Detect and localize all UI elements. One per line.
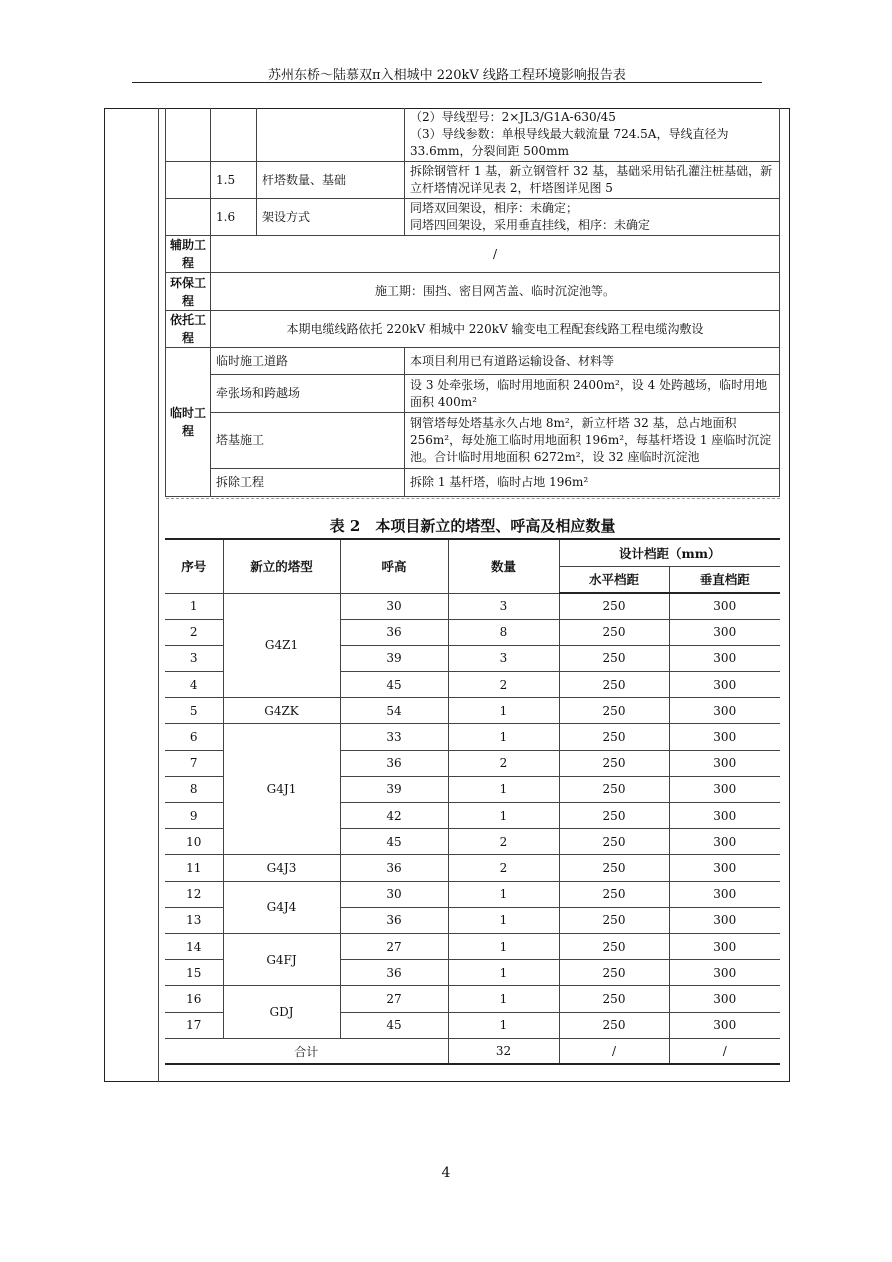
height-cell: 45: [340, 1012, 448, 1038]
seq-cell: 9: [165, 803, 223, 829]
v-span-cell: 300: [669, 803, 780, 829]
item-cell: 架设方式: [257, 199, 405, 236]
header-v-span: 垂直档距: [669, 566, 780, 593]
table-row: [165, 593, 780, 619]
count-cell: 1: [448, 960, 559, 986]
height-cell: 39: [340, 645, 448, 671]
h-span-cell: 250: [559, 645, 669, 671]
wire-type-line: （2）导线型号：2×JL3/G1A-630/45: [410, 110, 616, 124]
count-cell: 1: [448, 881, 559, 907]
erect-line-2: 同塔四回架设，采用垂直挂线，相序：未确定: [410, 218, 651, 232]
table2-title: 表 2 本项目新立的塔型、呼高及相应数量: [329, 517, 616, 535]
category-label: 辅助工程: [166, 236, 211, 273]
v-span-cell: 300: [669, 960, 780, 986]
count-cell: 1: [448, 776, 559, 802]
v-span-cell: 300: [669, 881, 780, 907]
seq-cell: 5: [165, 698, 223, 724]
table-row: [166, 413, 780, 469]
height-cell: 27: [340, 933, 448, 959]
category-cell: [166, 162, 211, 199]
count-cell: 1: [448, 724, 559, 750]
item-cell: 临时施工道路: [211, 348, 405, 375]
h-span-cell: 250: [559, 829, 669, 855]
height-cell: 45: [340, 829, 448, 855]
num-cell: 1.6: [211, 199, 257, 236]
tower-type-cell: G4Z1: [223, 593, 340, 698]
v-span-cell: 300: [669, 829, 780, 855]
total-v-span: /: [669, 1038, 780, 1064]
v-span-cell: 300: [669, 986, 780, 1012]
h-span-cell: 250: [559, 750, 669, 776]
v-span-cell: 300: [669, 645, 780, 671]
v-span-cell: 300: [669, 672, 780, 698]
v-span-cell: 300: [669, 855, 780, 881]
tower-type-cell: GDJ: [223, 986, 340, 1038]
page-header: 苏州东桥～陆慕双π入相城中 220kV 线路工程环境影响报告表: [268, 68, 626, 83]
h-span-cell: 250: [559, 907, 669, 933]
num-cell: 1.5: [211, 162, 257, 199]
seq-cell: 2: [165, 619, 223, 645]
h-span-cell: 250: [559, 724, 669, 750]
wire-param-line: （3）导线参数：单根导线最大载流量 724.5A，导线直径为 33.6mm，分裂间距 500mm: [410, 127, 729, 158]
table-row: [165, 881, 780, 907]
v-span-cell: 300: [669, 1012, 780, 1038]
height-cell: 36: [340, 750, 448, 776]
table-row: [165, 933, 780, 959]
table-row: [166, 108, 780, 162]
v-span-cell: 300: [669, 593, 780, 619]
table-row: [166, 199, 780, 236]
h-span-cell: 250: [559, 619, 669, 645]
num-cell: [211, 108, 257, 162]
seq-cell: 10: [165, 829, 223, 855]
count-cell: 2: [448, 672, 559, 698]
item-cell: [257, 108, 405, 162]
tower-type-cell: G4ZK: [223, 698, 340, 724]
seq-cell: 8: [165, 776, 223, 802]
table-row: [166, 273, 780, 311]
h-span-cell: 250: [559, 593, 669, 619]
content-cell: 钢管塔每处塔基永久占地 8m²，新立杆塔 32 基，总占地面积 256m²，每处施工临时用地面积 196m²，每基杆塔设 1 座临时沉淀池。合计临时用地面积 6272m²，设 32 座临时沉淀池: [405, 413, 780, 469]
v-span-cell: 300: [669, 724, 780, 750]
v-span-cell: 300: [669, 933, 780, 959]
height-cell: 36: [340, 907, 448, 933]
seq-cell: 17: [165, 1012, 223, 1038]
content-cell: 拆除 1 基杆塔，临时占地 196m²: [405, 469, 780, 497]
seq-cell: 1: [165, 593, 223, 619]
content-cell: /: [211, 236, 780, 273]
count-cell: 8: [448, 619, 559, 645]
count-cell: 3: [448, 645, 559, 671]
tower-type-cell: G4FJ: [223, 933, 340, 985]
tower-type-table: [165, 538, 780, 1065]
tower-type-cell: G4J1: [223, 724, 340, 855]
table-row: [166, 311, 780, 348]
seq-cell: 6: [165, 724, 223, 750]
count-cell: 1: [448, 986, 559, 1012]
frame-left-line: [158, 108, 159, 1082]
count-cell: 3: [448, 593, 559, 619]
table2-body: [165, 593, 780, 1038]
content-cell: 拆除钢管杆 1 基，新立钢管杆 32 基，基础采用钻孔灌注桩基础，新立杆塔情况详见表 2，杆塔图详见图 5: [405, 162, 780, 199]
table-row: [166, 469, 780, 497]
item-cell: 杆塔数量、基础: [257, 162, 405, 199]
category-cell: [166, 199, 211, 236]
item-cell: 牵张场和跨越场: [211, 375, 405, 413]
content-cell: 本期电缆线路依托 220kV 相城中 220kV 输变电工程配套线路工程电缆沟敷设: [211, 311, 780, 348]
count-cell: 1: [448, 698, 559, 724]
count-cell: 1: [448, 1012, 559, 1038]
seq-cell: 14: [165, 933, 223, 959]
height-cell: 42: [340, 803, 448, 829]
seq-cell: 16: [165, 986, 223, 1012]
table-header-row: [165, 539, 780, 566]
tower-type-cell: G4J4: [223, 881, 340, 933]
header-span: 设计档距（mm）: [559, 539, 780, 566]
content-cell: 设 3 处牵张场，临时用地面积 2400m²，设 4 处跨越场，临时用地面积 400m²: [405, 375, 780, 413]
table-row: [166, 375, 780, 413]
total-row: [165, 1038, 780, 1064]
height-cell: 36: [340, 960, 448, 986]
item-cell: 塔基施工: [211, 413, 405, 469]
total-count: 32: [448, 1038, 559, 1064]
count-cell: 1: [448, 907, 559, 933]
seq-cell: 13: [165, 907, 223, 933]
project-composition-table: [165, 108, 780, 497]
height-cell: 30: [340, 881, 448, 907]
total-h-span: /: [559, 1038, 669, 1064]
total-label: 合计: [165, 1038, 448, 1064]
v-span-cell: 300: [669, 698, 780, 724]
category-label: 环保工程: [166, 273, 211, 311]
height-cell: 30: [340, 593, 448, 619]
height-cell: 36: [340, 855, 448, 881]
seq-cell: 3: [165, 645, 223, 671]
height-cell: 39: [340, 776, 448, 802]
v-span-cell: 300: [669, 907, 780, 933]
v-span-cell: 300: [669, 776, 780, 802]
v-span-cell: 300: [669, 619, 780, 645]
header-seq: 序号: [165, 539, 223, 593]
content-cell: 施工期：围挡、密目网苫盖、临时沉淀池等。: [211, 273, 780, 311]
count-cell: 1: [448, 803, 559, 829]
header-rule: [132, 82, 762, 83]
header-h-span: 水平档距: [559, 566, 669, 593]
height-cell: 36: [340, 619, 448, 645]
h-span-cell: 250: [559, 960, 669, 986]
content-cell: [405, 199, 780, 236]
count-cell: 1: [448, 933, 559, 959]
wire-content-cell: [405, 108, 780, 162]
header-height: 呼高: [340, 539, 448, 593]
category-cell: [166, 108, 211, 162]
table-row: [166, 348, 780, 375]
h-span-cell: 250: [559, 855, 669, 881]
header-count: 数量: [448, 539, 559, 593]
count-cell: 2: [448, 829, 559, 855]
count-cell: 2: [448, 750, 559, 776]
category-label: 依托工程: [166, 311, 211, 348]
seq-cell: 7: [165, 750, 223, 776]
table-row: [166, 236, 780, 273]
table-row: [166, 162, 780, 199]
header-type: 新立的塔型: [223, 539, 340, 593]
height-cell: 33: [340, 724, 448, 750]
page-number: 4: [441, 1165, 451, 1181]
h-span-cell: 250: [559, 803, 669, 829]
erect-line-1: 同塔双回架设，相序：未确定；: [410, 201, 579, 215]
seq-cell: 4: [165, 672, 223, 698]
height-cell: 45: [340, 672, 448, 698]
category-label: 临时工程: [166, 348, 211, 497]
section-divider: [166, 498, 780, 499]
seq-cell: 12: [165, 881, 223, 907]
seq-cell: 11: [165, 855, 223, 881]
h-span-cell: 250: [559, 1012, 669, 1038]
content-cell: 本项目利用已有道路运输设备、材料等: [405, 348, 780, 375]
h-span-cell: 250: [559, 986, 669, 1012]
height-cell: 54: [340, 698, 448, 724]
h-span-cell: 250: [559, 881, 669, 907]
v-span-cell: 300: [669, 750, 780, 776]
h-span-cell: 250: [559, 698, 669, 724]
h-span-cell: 250: [559, 672, 669, 698]
table-row: [165, 724, 780, 750]
table-row: [165, 855, 780, 881]
h-span-cell: 250: [559, 933, 669, 959]
seq-cell: 15: [165, 960, 223, 986]
table-row: [165, 986, 780, 1012]
h-span-cell: 250: [559, 776, 669, 802]
height-cell: 27: [340, 986, 448, 1012]
table-row: [165, 698, 780, 724]
count-cell: 2: [448, 855, 559, 881]
item-cell: 拆除工程: [211, 469, 405, 497]
tower-type-cell: G4J3: [223, 855, 340, 881]
